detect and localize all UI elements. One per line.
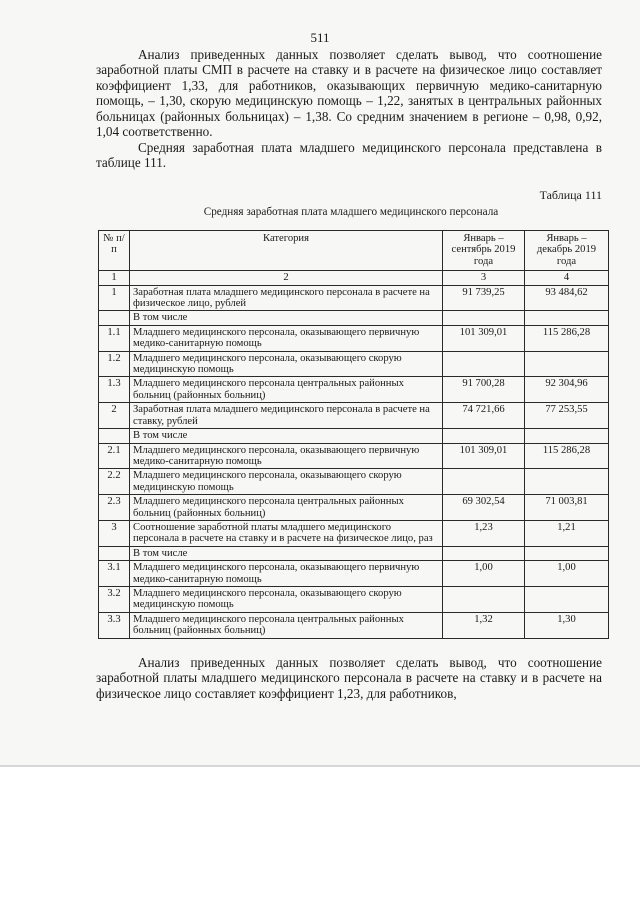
row-value-period1 — [443, 469, 525, 495]
header-num: № п/п — [99, 231, 130, 271]
row-value-period1: 91 700,28 — [443, 377, 525, 403]
row-value-period1: 74 721,66 — [443, 403, 525, 429]
row-value-period2: 93 484,62 — [525, 285, 609, 311]
table-row — [99, 612, 609, 638]
table-body — [99, 285, 609, 638]
table-row — [99, 443, 609, 469]
table-row — [99, 377, 609, 403]
salary-table — [98, 230, 609, 639]
table-label: Таблица 111 — [539, 188, 602, 202]
row-value-period1: 91 739,25 — [443, 285, 525, 311]
row-category: Младшего медицинского персонала центральных районных больниц (районных больниц) — [130, 612, 443, 638]
row-num: 2.3 — [99, 495, 130, 521]
row-category: Заработная плата младшего медицинского персонала в расчете на физическое лицо, рублей — [130, 285, 443, 311]
table-row — [99, 469, 609, 495]
row-num — [99, 311, 130, 325]
row-num: 2.2 — [99, 469, 130, 495]
row-category: Младшего медицинского персонала, оказывающего скорую медицинскую помощь — [130, 586, 443, 612]
row-value-period2 — [525, 546, 609, 560]
row-value-period2: 71 003,81 — [525, 495, 609, 521]
row-category: Младшего медицинского персонала центральных районных больниц (районных больниц) — [130, 495, 443, 521]
row-value-period1: 69 302,54 — [443, 495, 525, 521]
table-row — [99, 403, 609, 429]
row-value-period1 — [443, 311, 525, 325]
row-value-period1 — [443, 351, 525, 377]
table-row — [99, 311, 609, 325]
header-period2: Январь – декабрь 2019 года — [525, 231, 609, 271]
row-num: 1.1 — [99, 325, 130, 351]
header-period1: Январь – сентябрь 2019 года — [443, 231, 525, 271]
table-row — [99, 325, 609, 351]
row-category: В том числе — [130, 546, 443, 560]
index-cell: 4 — [525, 271, 609, 285]
row-num: 1 — [99, 285, 130, 311]
row-value-period1: 101 309,01 — [443, 325, 525, 351]
row-num: 2.1 — [99, 443, 130, 469]
row-value-period2 — [525, 586, 609, 612]
row-value-period2 — [525, 311, 609, 325]
row-category: Младшего медицинского персонала, оказывающего скорую медицинскую помощь — [130, 351, 443, 377]
row-num — [99, 546, 130, 560]
table-row — [99, 546, 609, 560]
row-num: 1.2 — [99, 351, 130, 377]
row-category: Заработная плата младшего медицинского персонала в расчете на ставку, рублей — [130, 403, 443, 429]
row-num: 3.1 — [99, 561, 130, 587]
table-row — [99, 586, 609, 612]
row-value-period2: 1,21 — [525, 520, 609, 546]
row-value-period2 — [525, 469, 609, 495]
table-row — [99, 351, 609, 377]
row-num: 3.2 — [99, 586, 130, 612]
row-category: В том числе — [130, 429, 443, 443]
row-value-period2: 115 286,28 — [525, 325, 609, 351]
row-num: 2 — [99, 403, 130, 429]
table-row — [99, 520, 609, 546]
row-category: Младшего медицинского персонала, оказывающего первичную медико-санитарную помощь — [130, 561, 443, 587]
row-value-period2: 1,00 — [525, 561, 609, 587]
table-row — [99, 429, 609, 443]
index-cell: 1 — [99, 271, 130, 285]
row-value-period2: 1,30 — [525, 612, 609, 638]
row-category: Младшего медицинского персонала, оказывающего первичную медико-санитарную помощь — [130, 325, 443, 351]
paragraph-analysis-smp: Анализ приведенных данных позволяет сделать вывод, что соотношение заработной платы СМП в расчете на ставку и в расчете на физическое лицо составляет коэффициент 1,33, для работников, оказывающих первичную медико-санитарную помощь, – 1,30, скорую медицинскую помощь – 1,22, занятых в центральных районных больницах (районных больницах) – 1,38. Со средним значением в регионе – 0,98, 0,92, 1,04 соответственно. — [96, 47, 602, 140]
row-num: 3 — [99, 520, 130, 546]
row-value-period1 — [443, 586, 525, 612]
row-value-period1: 1,32 — [443, 612, 525, 638]
table-row — [99, 495, 609, 521]
row-value-period1 — [443, 429, 525, 443]
row-value-period2 — [525, 351, 609, 377]
row-value-period1 — [443, 546, 525, 560]
row-category: Младшего медицинского персонала, оказывающего скорую медицинскую помощь — [130, 469, 443, 495]
table-row — [99, 285, 609, 311]
header-category: Категория — [130, 231, 443, 271]
index-cell: 2 — [130, 271, 443, 285]
table-row — [99, 561, 609, 587]
row-value-period2: 92 304,96 — [525, 377, 609, 403]
row-num: 1.3 — [99, 377, 130, 403]
row-value-period2: 115 286,28 — [525, 443, 609, 469]
page-number: 511 — [310, 30, 330, 45]
row-category: В том числе — [130, 311, 443, 325]
row-value-period1: 1,00 — [443, 561, 525, 587]
row-value-period2 — [525, 429, 609, 443]
paragraph-analysis-mmp: Анализ приведенных данных позволяет сделать вывод, что соотношение заработной платы младшего медицинского персонала в расчете на ставку и в расчете на физическое лицо составляет коэффициент 1,23, для работников, — [96, 655, 602, 701]
index-cell: 3 — [443, 271, 525, 285]
paragraph-intro-table: Средняя заработная плата младшего медицинского персонала представлена в таблице 111. — [96, 140, 602, 171]
row-value-period1: 101 309,01 — [443, 443, 525, 469]
row-category: Младшего медицинского персонала центральных районных больниц (районных больниц) — [130, 377, 443, 403]
row-value-period1: 1,23 — [443, 520, 525, 546]
row-num: 3.3 — [99, 612, 130, 638]
table-index-row — [99, 271, 609, 285]
row-num — [99, 429, 130, 443]
row-category: Младшего медицинского персонала, оказывающего первичную медико-санитарную помощь — [130, 443, 443, 469]
row-category: Соотношение заработной платы младшего медицинского персонала в расчете на ставку и в расчете на физическое лицо, раз — [130, 520, 443, 546]
table-header-row — [99, 231, 609, 271]
row-value-period2: 77 253,55 — [525, 403, 609, 429]
table-title: Средняя заработная плата младшего медицинского персонала — [203, 206, 499, 218]
